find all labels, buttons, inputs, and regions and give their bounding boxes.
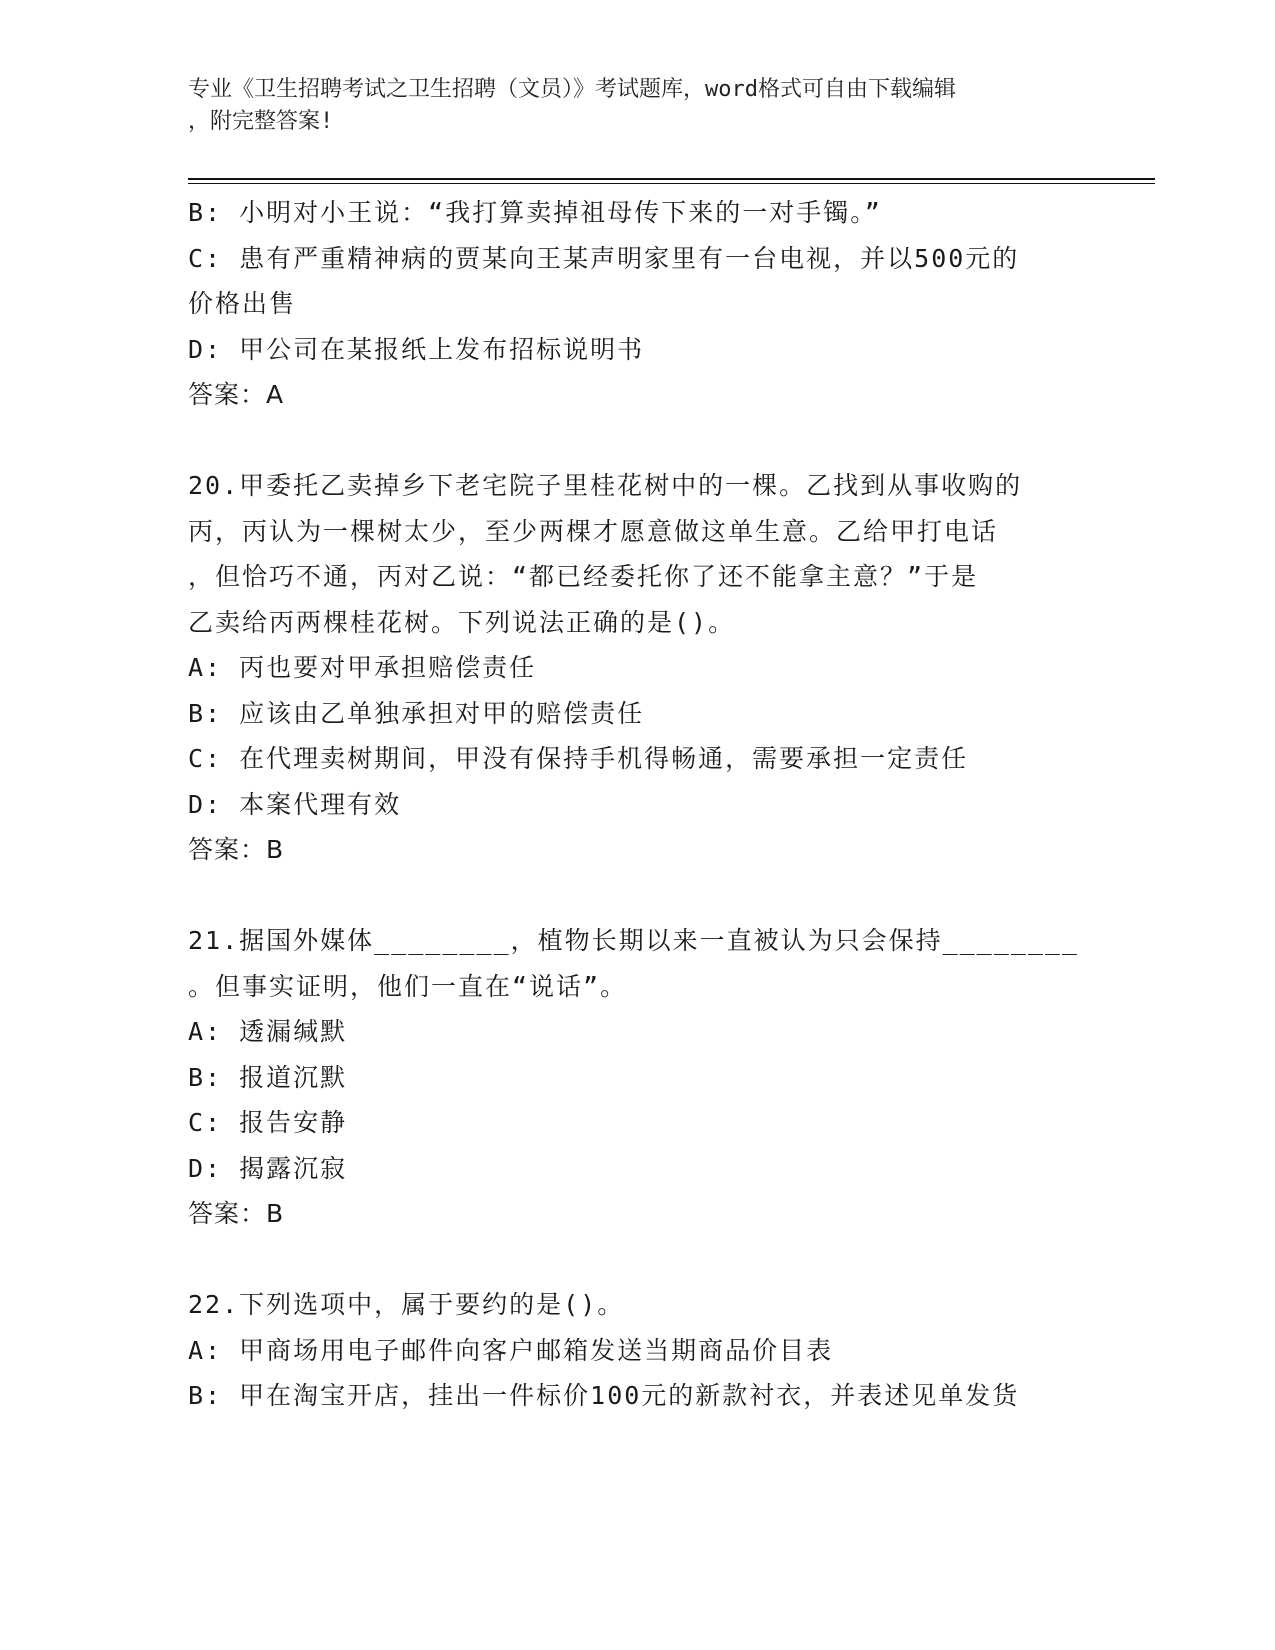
option-line: B: 小明对小王说：“我打算卖掉祖母传下来的一对手镯。”: [188, 198, 882, 227]
header-rule-thick: [188, 178, 1155, 180]
answer-line: 答案：B: [188, 1199, 285, 1228]
option-line: B: 报道沉默: [188, 1062, 348, 1092]
question-content: [188, 190, 1088, 1419]
question-line: 22.下列选项中，属于要约的是()。: [188, 1290, 625, 1319]
question-line: ，但恰巧不通，丙对乙说：“都已经委托你了还不能拿主意？”于是: [188, 562, 979, 591]
header-line-1: 专业《卫生招聘考试之卫生招聘（文员）》考试题库，word格式可自由下载编辑: [188, 77, 956, 102]
document-header: [188, 74, 1068, 138]
option-line: A: 甲商场用电子邮件向客户邮箱发送当期商品价目表: [188, 1335, 834, 1365]
answer-line: 答案：B: [188, 835, 285, 864]
spacer: [188, 418, 1088, 464]
spacer: [188, 873, 1088, 919]
header-line-2: ，附完整答案!: [188, 109, 334, 134]
question-line: 20.甲委托乙卖掉乡下老宅院子里桂花树中的一棵。乙找到从事收购的: [188, 471, 1023, 500]
spacer: [188, 1237, 1088, 1283]
question-line: 乙卖给丙两棵桂花树。下列说法正确的是()。: [188, 607, 736, 637]
option-line: D: 揭露沉寂: [188, 1153, 348, 1183]
question-line: 21.据国外媒体________，植物长期以来一直被认为只会保持________: [188, 926, 1079, 955]
option-line: C: 患有严重精神病的贾某向王某声明家里有一台电视，并以500元的: [188, 243, 1020, 273]
option-line: C: 在代理卖树期间，甲没有保持手机得畅通，需要承担一定责任: [188, 744, 969, 773]
answer-line: 答案：A: [188, 380, 285, 409]
option-line: B: 应该由乙单独承担对甲的赔偿责任: [188, 698, 645, 728]
option-line: D: 本案代理有效: [188, 789, 402, 819]
option-line: A: 透漏缄默: [188, 1017, 348, 1046]
question-line: 。但事实证明，他们一直在“说话”。: [188, 971, 628, 1001]
option-line: 价格出售: [188, 289, 297, 318]
option-line: A: 丙也要对甲承担赔偿责任: [188, 653, 537, 682]
header-rule-thin: [188, 183, 1155, 184]
option-line: D: 甲公司在某报纸上发布招标说明书: [188, 334, 645, 364]
option-line: B: 甲在淘宝开店，挂出一件标价100元的新款衬衣，并表述见单发货: [188, 1381, 1020, 1410]
question-line: 丙，丙认为一棵树太少，至少两棵才愿意做这单生意。乙给甲打电话: [188, 516, 999, 546]
option-line: C: 报告安静: [188, 1108, 348, 1137]
